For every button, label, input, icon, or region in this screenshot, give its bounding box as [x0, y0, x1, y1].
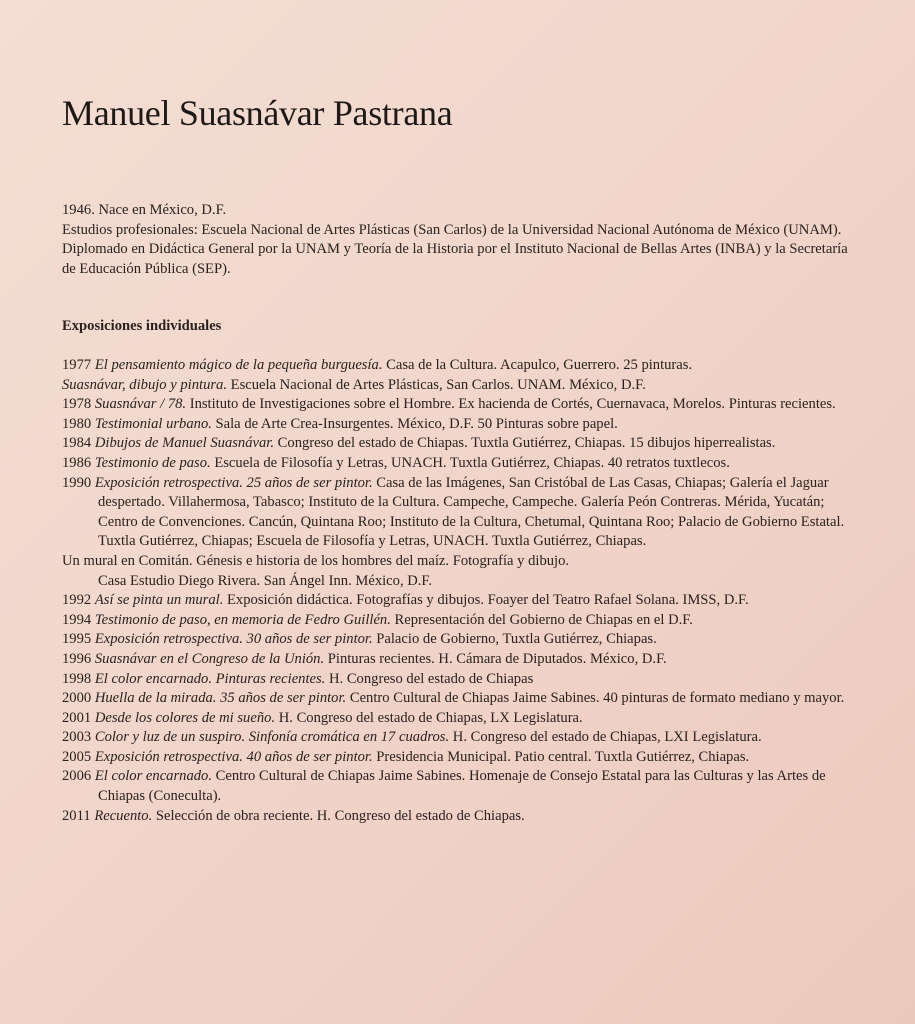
exhibition-entry: 1980 Testimonial urbano. Sala de Arte Crea-Insurgentes. México, D.F. 50 Pinturas sobre papel. — [62, 415, 618, 432]
exhibition-entry: 1995 Exposición retrospectiva. 30 años de ser pintor. Palacio de Gobierno, Tuxtla Gutiérrez, Chiapas. — [62, 631, 657, 648]
exhibitions-list — [62, 356, 862, 826]
exhibition-entry: 2006 El color encarnado. Centro Cultural de Chiapas Jaime Sabines. Homenaje de Consejo Estatal para las Culturas y las Artes de Chiapas (Coneculta). — [62, 768, 826, 805]
bio-birth: 1946. Nace en México, D.F. — [62, 202, 227, 218]
bio-studies: Estudios profesionales: Escuela Nacional de Artes Plásticas (San Carlos) de la Universidad Nacional Autónoma de México (UNAM). — [62, 221, 842, 238]
exhibition-entry: Suasnávar, dibujo y pintura. Escuela Nacional de Artes Plásticas, San Carlos. UNAM. México, D.F. — [62, 376, 646, 393]
exhibition-entry: 1977 El pensamiento mágico de la pequeña burguesía. Casa de la Cultura. Acapulco, Guerrero. 25 pinturas. — [62, 357, 693, 373]
exhibition-entry: 1992 Así se pinta un mural. Exposición didáctica. Fotografías y dibujos. Foayer del Teatro Rafael Solana. IMSS, D.F. — [62, 592, 749, 609]
exhibition-entry: 2000 Huella de la mirada. 35 años de ser pintor. Centro Cultural de Chiapas Jaime Sabines. 40 pinturas de formato mediano y mayor. — [62, 690, 845, 707]
exhibition-entry: 2011 Recuento. Selección de obra reciente. H. Congreso del estado de Chiapas. — [62, 807, 525, 824]
section-heading: Exposiciones individuales — [62, 318, 222, 334]
exhibition-entry: 2005 Exposición retrospectiva. 40 años de ser pintor. Presidencia Municipal. Patio central. Tuxtla Gutiérrez, Chiapas. — [62, 748, 750, 765]
exhibition-entry: 1984 Dibujos de Manuel Suasnávar. Congreso del estado de Chiapas. Tuxtla Gutiérrez, Chiapas. 15 dibujos hiperrealistas. — [62, 435, 776, 452]
bio-diploma: Diplomado en Didáctica General por la UNAM y Teoría de la Historia por el Instituto Nacional de Bellas Artes (INBA) y la Secretaría de Educación Pública (SEP). — [62, 241, 848, 277]
exhibition-entry: Un mural en Comitán. Génesis e historia de los hombres del maíz. Fotografía y dibujo. — [62, 552, 570, 569]
exhibition-entry: 2003 Color y luz de un suspiro. Sinfonía cromática en 17 cuadros. H. Congreso del estado de Chiapas, LXI Legislatura. — [62, 729, 762, 746]
exhibition-entry: 2001 Desde los colores de mi sueño. H. Congreso del estado de Chiapas, LX Legislatura. — [62, 709, 583, 726]
exhibition-entry: 1996 Suasnávar en el Congreso de la Unión. Pinturas recientes. H. Cámara de Diputados. México, D.F. — [62, 650, 667, 667]
exhibition-entry: 1986 Testimonio de paso. Escuela de Filosofía y Letras, UNACH. Tuxtla Gutiérrez, Chiapas. 40 retratos tuxtlecos. — [62, 454, 730, 471]
exhibition-entry: Casa Estudio Diego Rivera. San Ángel Inn. México, D.F. — [98, 572, 433, 589]
exhibition-entry: 1994 Testimonio de paso, en memoria de Fedro Guillén. Representación del Gobierno de Chiapas en el D.F. — [62, 611, 693, 628]
biography — [62, 201, 852, 279]
page-title: Manuel Suasnávar Pastrana — [62, 93, 453, 133]
exhibition-entry: 1998 El color encarnado. Pinturas recientes. H. Congreso del estado de Chiapas — [62, 670, 534, 687]
exhibition-entry: 1990 Exposición retrospectiva. 25 años de ser pintor. Casa de las Imágenes, San Cristóbal de Las Casas, Chiapas; Galería el Jaguar despertado. Villahermosa, Tabasco; Instituto de la Cultura. Campeche, Campeche. Galería Peón Contreras. Mérida, Yucatán; Centro de Convenciones. Cancún, Quintana Roo; Instituto de la Cultura, Chetumal, Quintana Roo; Palacio de Gobierno Estatal. Tuxtla Gutiérrez, Chiapas; Escuela de Filosofía y Letras, UNACH. Tuxtla Gutiérrez, Chiapas. — [62, 474, 845, 550]
exhibition-entry: 1978 Suasnávar / 78. Instituto de Investigaciones sobre el Hombre. Ex hacienda de Cortés, Cuernavaca, Morelos. Pinturas recientes. — [62, 396, 836, 413]
